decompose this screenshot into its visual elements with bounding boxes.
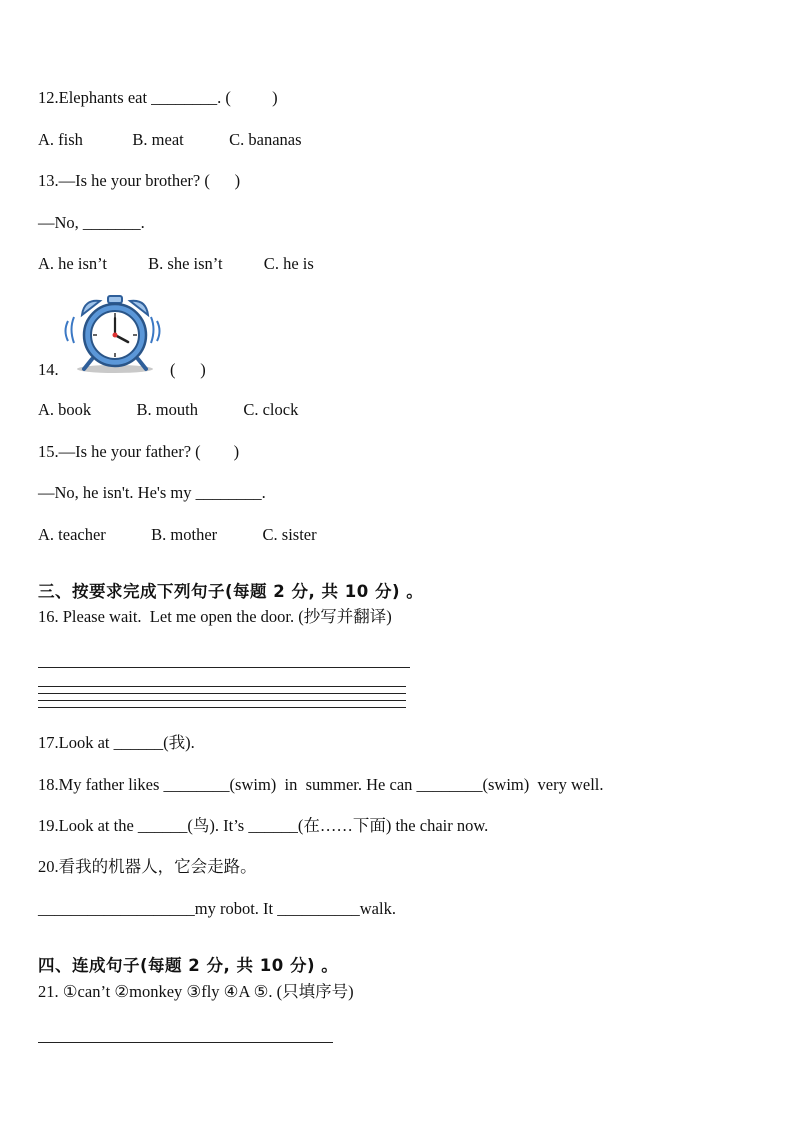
q15-question: 15.—Is he your father? ( ) <box>38 442 240 461</box>
q16-writing-line[interactable] <box>38 693 406 694</box>
alarm-clock-icon <box>60 293 165 373</box>
q16-writing-line[interactable] <box>38 686 406 687</box>
section4-heading: 四、连成句子(每题 2 分, 共 10 分) 。 <box>38 955 339 975</box>
q20-question: 20.看我的机器人，它会走路。 <box>38 857 257 876</box>
q16-answer-rule[interactable] <box>38 667 410 668</box>
q16-writing-line[interactable] <box>38 707 406 708</box>
q13-answer-line: —No, _______. <box>38 213 145 232</box>
q21-question: 21. ①can’t ②monkey ③fly ④A ⑤. (只填序号) <box>38 982 354 1001</box>
q12-question: 12.Elephants eat ________. ( ) <box>38 88 278 107</box>
section3-heading: 三、按要求完成下列句子(每题 2 分, 共 10 分) 。 <box>38 581 424 601</box>
q17-question: 17.Look at ______(我). <box>38 733 195 752</box>
q13-question: 13.—Is he your brother? ( ) <box>38 171 241 190</box>
q13-options: A. he isn’t B. she isn’t C. he is <box>38 254 314 273</box>
q14-bracket: ( ) <box>170 360 206 379</box>
q21-answer-rule[interactable] <box>38 1042 333 1043</box>
q19-question: 19.Look at the ______(鸟). It’s ______(在……下面) the chair now. <box>38 816 489 835</box>
q20-answer-line: ___________________my robot. It __________walk. <box>38 899 396 918</box>
q18-question: 18.My father likes ________(swim) in summer. He can ________(swim) very well. <box>38 775 604 794</box>
q15-answer-line: —No, he isn't. He's my ________. <box>38 483 266 502</box>
q12-options: A. fish B. meat C. bananas <box>38 130 302 149</box>
q14-options: A. book B. mouth C. clock <box>38 400 299 419</box>
q15-options: A. teacher B. mother C. sister <box>38 525 317 544</box>
q14-number: 14. <box>38 360 59 379</box>
q16-writing-line[interactable] <box>38 700 406 701</box>
q16-question: 16. Please wait. Let me open the door. (抄写并翻译) <box>38 607 392 626</box>
